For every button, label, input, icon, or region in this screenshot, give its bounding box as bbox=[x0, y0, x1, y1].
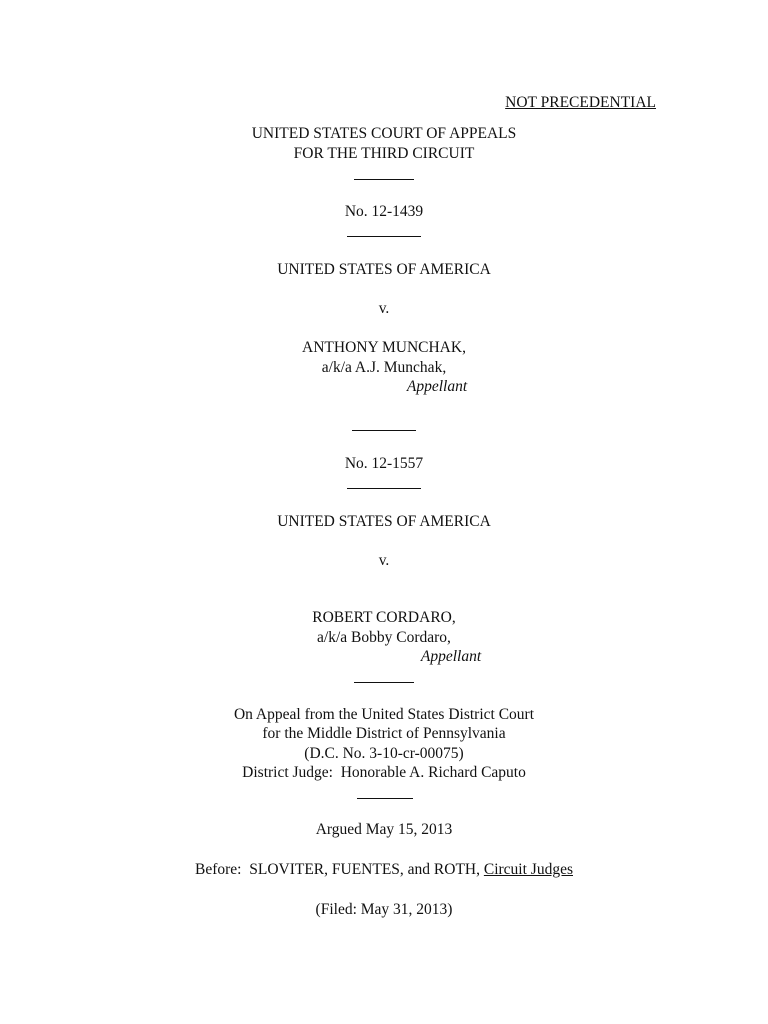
appeal-origin: On Appeal from the United States District Court bbox=[233, 706, 535, 723]
case-number-1: No. 12-1439 bbox=[344, 203, 424, 220]
panel-judges-names: Before: SLOVITER, FUENTES, and ROTH, bbox=[195, 861, 484, 878]
district-case-number: (D.C. No. 3-10-cr-00075) bbox=[304, 745, 464, 762]
case-number-2: No. 12-1557 bbox=[344, 455, 424, 472]
versus-1: v. bbox=[378, 300, 390, 317]
defendant-2: ROBERT CORDARO, bbox=[312, 609, 456, 626]
district-judge: District Judge: Honorable A. Richard Caputo bbox=[242, 764, 526, 781]
divider bbox=[354, 179, 414, 180]
defendant-1: ANTHONY MUNCHAK, bbox=[302, 339, 466, 356]
court-name: UNITED STATES COURT OF APPEALS bbox=[251, 125, 517, 142]
appellant-label-1: Appellant bbox=[406, 378, 468, 395]
appellant-label-2: Appellant bbox=[420, 648, 482, 665]
divider bbox=[347, 488, 421, 489]
appeal-district: for the Middle District of Pennsylvania bbox=[262, 725, 506, 742]
versus-2: v. bbox=[378, 552, 390, 569]
plaintiff-1: UNITED STATES OF AMERICA bbox=[277, 261, 491, 278]
circuit-name: FOR THE THIRD CIRCUIT bbox=[293, 145, 475, 162]
panel-judges bbox=[0, 860, 768, 879]
divider bbox=[357, 798, 413, 799]
divider bbox=[347, 236, 421, 237]
not-precedential-label: NOT PRECEDENTIAL bbox=[505, 94, 656, 111]
divider bbox=[354, 682, 414, 683]
filed-date: (Filed: May 31, 2013) bbox=[315, 901, 453, 918]
argued-date: Argued May 15, 2013 bbox=[315, 821, 453, 838]
divider bbox=[352, 430, 416, 431]
defendant-aka-2: a/k/a Bobby Cordaro, bbox=[317, 629, 451, 646]
defendant-aka-1: a/k/a A.J. Munchak, bbox=[321, 359, 447, 376]
plaintiff-2: UNITED STATES OF AMERICA bbox=[277, 513, 491, 530]
circuit-judges-title: Circuit Judges bbox=[483, 861, 573, 878]
